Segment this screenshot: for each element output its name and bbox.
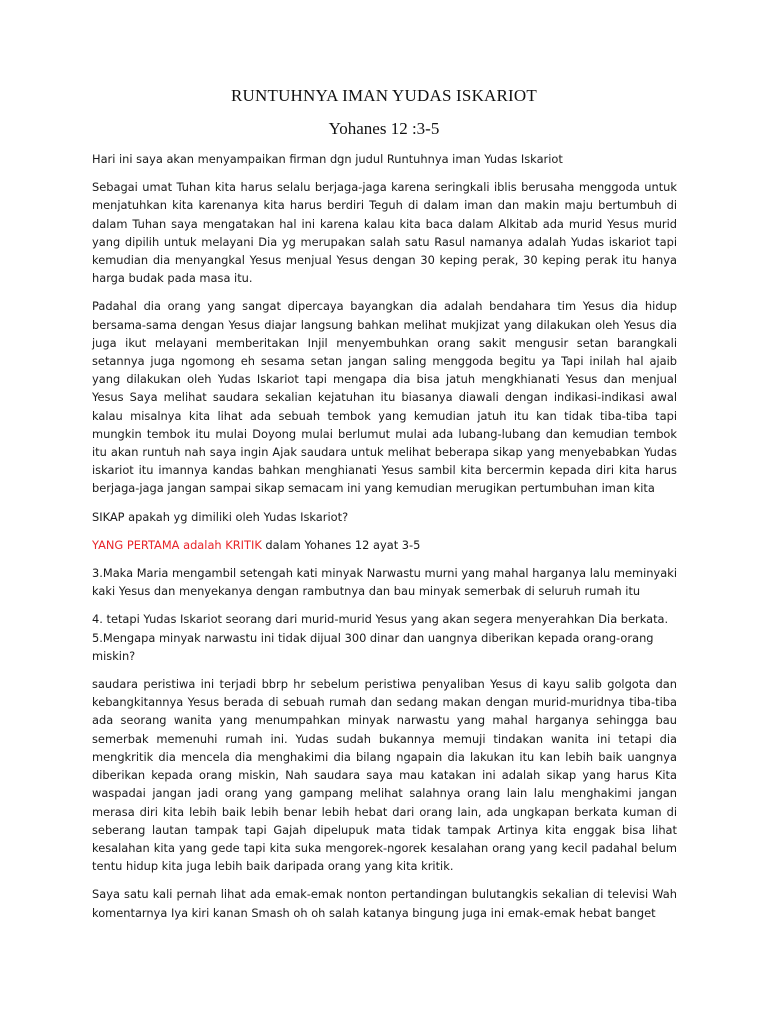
paragraph-question: SIKAP apakah yg dimiliki oleh Yudas Iskariot? <box>92 509 349 524</box>
first-point-reference: dalam Yohanes 12 ayat 3-5 <box>261 537 421 552</box>
paragraph-3: Padahal dia orang yang sangat dipercaya bayangkan dia adalah bendahara tim Yesus dia hidup bersama-sama dengan Yesus diajar langsung bahkan melihat mukjizat yang dilakukan oleh Yesus dia juga ikut melayani memberitakan Injil menyembuhkan orang sakit mengusir setan barangkali setannya juga ngomong eh sesama setan jangan saling menggoda begitu ya Tapi inilah hal ajaib yang dilakukan oleh Yudas Iskariot tapi mengapa dia bisa jatuh mengkhianati Yesus dan menjual Yesus Saya melihat saudara sekalian kejatuhan itu biasanya diawali dengan indikasi-indikasi awal kalau misalnya kita lihat ada sebuah tembok yang kemudian jatuh itu kan tidak tiba-tiba tapi mungkin tembok itu mulai Doyong mulai berlumut mulai ada lubang-lubang dan kemudian tembok itu akan runtuh nah saya ingin Ajak saudara untuk melihat beberapa sikap yang menyebabkan Yudas iskariot itu imannya kandas bahkan menghianati Yesus sambil kita bercermin kepada diri kita harus berjaga-jaga jangan sampai sikap semacam ini yang kemudian merugikan pertumbuhan iman kita <box>92 299 677 496</box>
paragraph-9: Saya satu kali pernah lihat ada emak-emak nonton pertandingan bulutangkis sekalian di televisi Wah komentarnya Iya kiri kanan Smash oh oh salah katanya bingung juga ini emak-emak hebat banget <box>92 887 677 920</box>
verse-4: 4. tetapi Yudas Iskariot seorang dari murid-murid Yesus yang akan segera menyerahkan Dia berkata. <box>92 612 669 627</box>
verse-5: 5.Mengapa minyak narwastu ini tidak dijual 300 dinar dan uangnya diberikan kepada orang-orang miskin? <box>92 630 654 663</box>
document-body <box>92 150 677 932</box>
document-subtitle: Yohanes 12 :3-5 <box>328 119 440 138</box>
paragraph-verses-4-5 <box>92 610 677 665</box>
paragraph-8: saudara peristiwa ini terjadi bbrp hr sebelum peristiwa penyaliban Yesus di kayu salib golgota dan kebangkitannya Yesus berada di sebuah rumah dan sedang makan dengan murid-muridnya tiba-tiba ada seorang wanita yang menumpahkan minyak narwastu yang mahal harganya sehingga bau semerbak memenuhi rumah ini. Yudas sudah bukannya memuji tindakan wanita ini tetapi dia mengkritik dia mencela dia menghakimi dia bilang ngapain dia lakukan itu kan lebih baik uangnya diberikan kepada orang miskin, Nah saudara saya mau katakan ini adalah sikap yang harus Kita waspadai jangan jadi orang yang gampang melihat salahnya orang lain lalu menghakimi jangan merasa diri kita lebih baik lebih benar lebih hebat dari orang lain, ada ungkapan berkata kuman di seberang lautan tampak tapi Gajah dipelupuk mata tidak tampak Artinya kita enggak bisa lihat kesalahan kita yang gede tapi kita suka mengorek-ngorek kesalahan orang yang kecil padahal belum tentu hidup kita juga lebih baik daripada orang yang kita kritik. <box>92 677 677 874</box>
paragraph-intro: Hari ini saya akan menyampaikan firman dgn judul Runtuhnya iman Yudas Iskariot <box>92 152 563 166</box>
document-title: RUNTUHNYA IMAN YUDAS ISKARIOT <box>231 86 537 105</box>
paragraph-verse-3: 3.Maka Maria mengambil setengah kati minyak Narwastu murni yang mahal harganya lalu meminyaki kaki Yesus dan menyekanya dengan rambutnya dan bau minyak semerbak di seluruh rumah itu <box>92 566 677 599</box>
paragraph-2: Sebagai umat Tuhan kita harus selalu berjaga-jaga karena seringkali iblis berusaha menggoda untuk menjatuhkan kita karenanya kita harus berdiri Teguh di dalam iman dan makin maju bertumbuh di dalam Tuhan saya mengatakan hal ini karena kalau kita baca dalam Alkitab ada murid Yesus murid yang dipilih untuk melayani Dia yg merupakan salah satu Rasul namanya adalah Yudas iskariot tapi kemudian dia menyangkal Yesus menjual Yesus dengan 30 keping perak, 30 keping perak itu hanya harga budak pada masa itu. <box>92 180 677 286</box>
paragraph-first-point <box>92 536 677 554</box>
first-point-heading: YANG PERTAMA adalah KRITIK <box>92 537 262 552</box>
